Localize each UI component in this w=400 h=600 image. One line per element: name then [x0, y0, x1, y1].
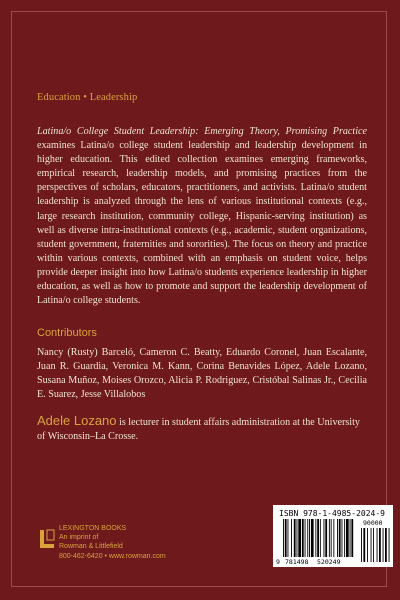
- barcode-bar: [298, 519, 301, 557]
- addon-bar: [383, 528, 384, 562]
- author-bio-text: is lecturer in student affairs administration at the University of Wisconsin–La Crosse.: [37, 417, 360, 443]
- addon-bar: [385, 528, 387, 562]
- publisher-imprint-line: An imprint of: [59, 534, 99, 542]
- barcode-bar: [344, 519, 345, 557]
- addon-bar: [373, 528, 374, 562]
- barcode-first-digit: 9: [276, 558, 280, 566]
- barcode-bar: [311, 519, 314, 557]
- barcode-digits-group2: 520249: [317, 558, 341, 566]
- barcode: [273, 505, 393, 567]
- barcode-bar: [302, 519, 304, 557]
- publisher-parent: Rowman & Littlefield: [59, 543, 123, 551]
- barcode-bar: [324, 519, 325, 557]
- barcode-bar: [337, 519, 338, 557]
- barcode-bar: [346, 519, 349, 557]
- addon-bars: [361, 528, 390, 562]
- barcode-bar: [309, 519, 310, 557]
- barcode-bar: [351, 519, 353, 557]
- barcode-digits-group1: 781498: [285, 558, 309, 566]
- isbn-label: ISBN 978-1-4985-2024-9: [279, 509, 385, 518]
- addon-bar: [371, 528, 372, 562]
- barcode-bar: [283, 519, 284, 557]
- publisher-contact: 800-462-6420 • www.rowman.com: [59, 552, 166, 560]
- addon-bar: [379, 528, 381, 562]
- barcode-bar: [317, 519, 319, 557]
- barcode-bar: [285, 519, 287, 557]
- ean-bars: [283, 519, 353, 557]
- author-bio: [37, 414, 367, 444]
- barcode-bar: [305, 519, 306, 557]
- barcode-bar: [325, 519, 327, 557]
- addon-bar: [361, 528, 362, 562]
- contributors-heading: Contributors: [37, 327, 97, 339]
- publisher-block: [37, 524, 177, 574]
- barcode-bar: [339, 519, 341, 557]
- addon-bar: [377, 528, 378, 562]
- book-title: Latina/o College Student Leadership: Emerging Theory, Promising Practice: [37, 126, 367, 137]
- addon-bar: [363, 528, 365, 562]
- barcode-price-code: 90000: [363, 519, 383, 527]
- author-name: Adele Lozano: [37, 413, 117, 428]
- barcode-bar: [320, 519, 321, 557]
- barcode-bar: [291, 519, 292, 557]
- barcode-bar: [297, 519, 298, 557]
- category-label: Education • Leadership: [37, 92, 138, 103]
- description-body: examines Latina/o college student leadership and leadership development in higher education. This edited collection examines emerging frameworks, empirical research, leadership models, and promising practices from the perspectives of scholars, educators, practitioners, and activists. Latina/o student leadership is analyzed through the lens of various institutional contexts (e.g., large research institution, community college, Hispanic-serving institution) as well as diverse intra-institutional contexts (e.g., academic, student organizations, student government, fraternities and sororities). The focus on theory and practice within various contexts, combined with an emphasis on student voice, helps provide deeper insight into how Latina/o students experience leadership in higher education, as well as how to promote and support the leadership development of Latina/o college students.: [37, 140, 367, 307]
- book-description: [37, 125, 367, 308]
- barcode-bar: [307, 519, 308, 557]
- barcode-bar: [350, 519, 351, 557]
- barcode-bar: [342, 519, 343, 557]
- publisher-name: LEXINGTON BOOKS: [59, 525, 127, 532]
- barcode-bar: [294, 519, 296, 557]
- barcode-bar: [315, 519, 316, 557]
- barcode-bar: [333, 519, 334, 557]
- barcode-bar: [331, 519, 332, 557]
- addon-bar: [389, 528, 390, 562]
- publisher-text: [59, 524, 166, 561]
- contributors-list: Nancy (Rusty) Barceló, Cameron C. Beatty, Eduardo Coronel, Juan Escalante, Juan R. Guardia, Veronica M. Kann, Corina Benavides López, Adele Lozano, Susana Muñoz, Moises Orozco, Alicia P. Rodriguez, Cristóbal Salinas Jr., Cecilia E. Suarez, Jesse Villalobos: [37, 347, 367, 401]
- lexington-logo-icon: [37, 526, 57, 554]
- addon-bar: [367, 528, 368, 562]
- barcode-bar: [288, 519, 289, 557]
- barcode-graphic: [273, 505, 393, 567]
- barcode-bar: [329, 519, 330, 557]
